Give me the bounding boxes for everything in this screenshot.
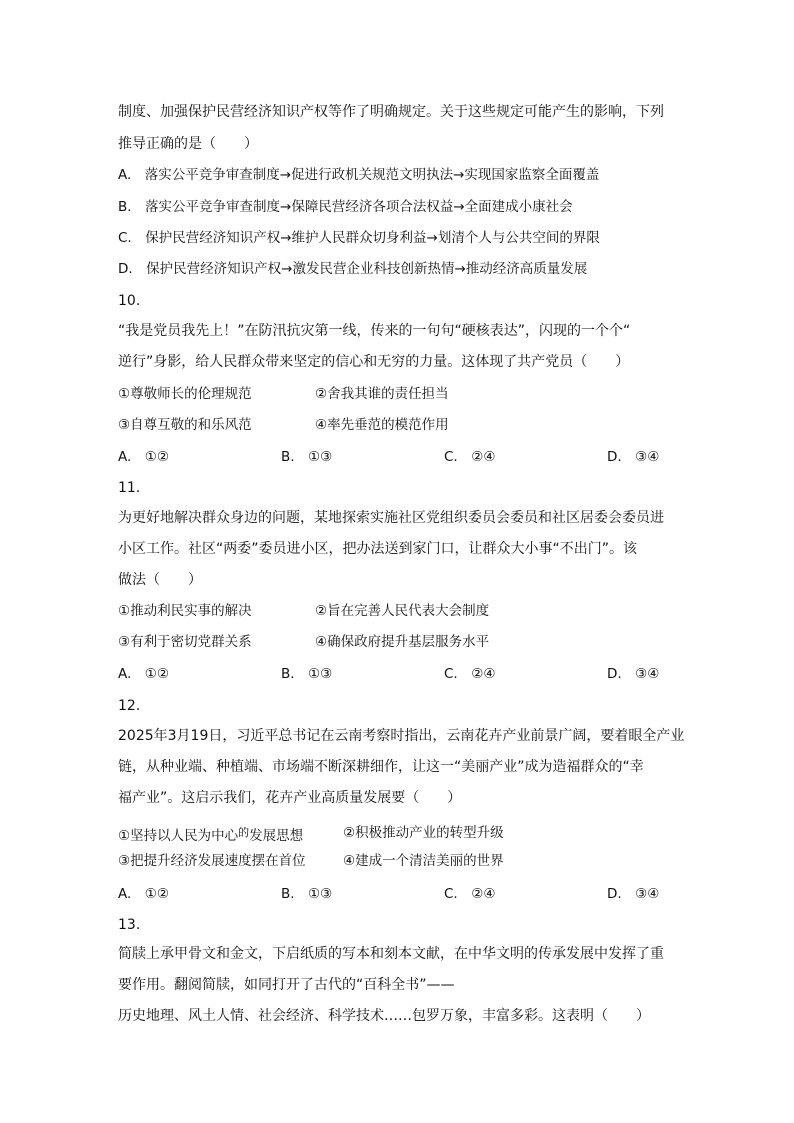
q11-stem-line-1: 为更好地解决群众身边的问题，某地探索实施社区党组织委员会委员和社区居委会委员进: [118, 510, 664, 526]
q12-statement-2: ②积极推动产业的转型升级: [343, 825, 504, 841]
q10-choice-d: D. ③④: [607, 449, 660, 465]
q12-choice-b: B. ①③: [281, 886, 333, 902]
q12-statement-1-superscript: 的: [238, 826, 250, 839]
q11-stem-line-2: 小区工作。社区“两委”委员进小区，把办法送到家门口，让群众大小事“不出门”。该: [118, 541, 638, 557]
q11-statement-2: ②旨在完善人民代表大会制度: [315, 603, 490, 619]
q9-option-d: D. 保护民营经济知识产权→激发民营企业科技创新热情→推动经济高质量发展: [118, 261, 588, 277]
q11-stem-line-3: 做法（ ）: [118, 572, 202, 588]
q13-number: 13.: [118, 917, 141, 933]
q13-stem-line-1: 简牍上承甲骨文和金文，下启纸质的写本和刻本文献，在中华文明的传承发展中发挥了重: [118, 946, 664, 962]
q9-option-a: A. 落实公平竞争审查制度→促进行政机关规范文明执法→实现国家监察全面覆盖: [118, 167, 600, 183]
q12-statement-4: ④建成一个清洁美丽的世界: [343, 853, 504, 869]
q12-statement-1: [118, 823, 303, 846]
q13-stem-line-3: 历史地理、风土人情、社会经济、科学技术……包罗万象，丰富多彩。这表明（ ）: [118, 1008, 650, 1024]
q12-stem-line-3: 福产业”。这启示我们，花卉产业高质量发展要（ ）: [118, 790, 462, 806]
q13-stem-line-2: 要作用。翻阅简牍，如同打开了古代的“百科全书”——: [118, 977, 455, 993]
q9-stem-line-2: 推导正确的是（ ）: [118, 136, 258, 152]
q10-choice-b: B. ①③: [281, 449, 333, 465]
q12-stem-line-1: 2025年3月19日，习近平总书记在云南考察时指出，云南花卉产业前景广阔，要着眼全产业: [118, 728, 685, 744]
q12-choice-a: A. ①②: [118, 886, 169, 902]
q10-choice-a: A. ①②: [118, 449, 169, 465]
q10-choice-c: C. ②④: [444, 449, 496, 465]
q11-statement-1: ①推动利民实事的解决: [118, 603, 252, 619]
q10-number: 10.: [118, 293, 141, 309]
q11-statement-4: ④确保政府提升基层服务水平: [315, 634, 490, 650]
q9-option-b: B. 落实公平竞争审查制度→保障民营经济各项合法权益→全面建成小康社会: [118, 199, 573, 215]
q10-statement-4: ④率先垂范的模范作用: [315, 417, 449, 433]
q12-stem-line-2: 链，从种业端、种植端、市场端不断深耕细作，让这一“美丽产业”成为造福群众的“幸: [118, 759, 644, 775]
q9-option-c: C. 保护民营经济知识产权→维护人民群众切身利益→划清个人与公共空间的界限: [118, 230, 600, 246]
q10-statement-3: ③自尊互敬的和乐风范: [118, 417, 252, 433]
q11-statement-3: ③有利于密切党群关系: [118, 634, 252, 650]
q12-statement-3: ③把提升经济发展速度摆在首位: [118, 853, 306, 869]
q12-choice-d: D. ③④: [607, 886, 660, 902]
q11-number: 11.: [118, 480, 141, 496]
q11-choice-b: B. ①③: [281, 666, 333, 682]
q12-statement-1-part-b: 发展思想: [249, 828, 304, 844]
q9-stem-line-1: 制度、加强保护民营经济知识产权等作了明确规定。关于这些规定可能产生的影响，下列: [118, 104, 664, 120]
q12-choice-c: C. ②④: [444, 886, 496, 902]
q10-statement-1: ①尊敬师长的伦理规范: [118, 386, 252, 402]
q11-choice-c: C. ②④: [444, 666, 496, 682]
q11-choice-d: D. ③④: [607, 666, 660, 682]
q10-stem-line-2: 逆行”身影，给人民群众带来坚定的信心和无穷的力量。这体现了共产党员（ ）: [118, 354, 630, 370]
q10-statement-2: ②舍我其谁的责任担当: [315, 386, 449, 402]
q11-choice-a: A. ①②: [118, 666, 169, 682]
q10-stem-line-1: “我是党员我先上！”在防汛抗灾第一线，传来的一句句“硬核表达”，闪现的一个个“: [118, 323, 631, 339]
q12-number: 12.: [118, 698, 141, 714]
q12-statement-1-part-a: ①坚持以人民为中心: [118, 828, 239, 844]
